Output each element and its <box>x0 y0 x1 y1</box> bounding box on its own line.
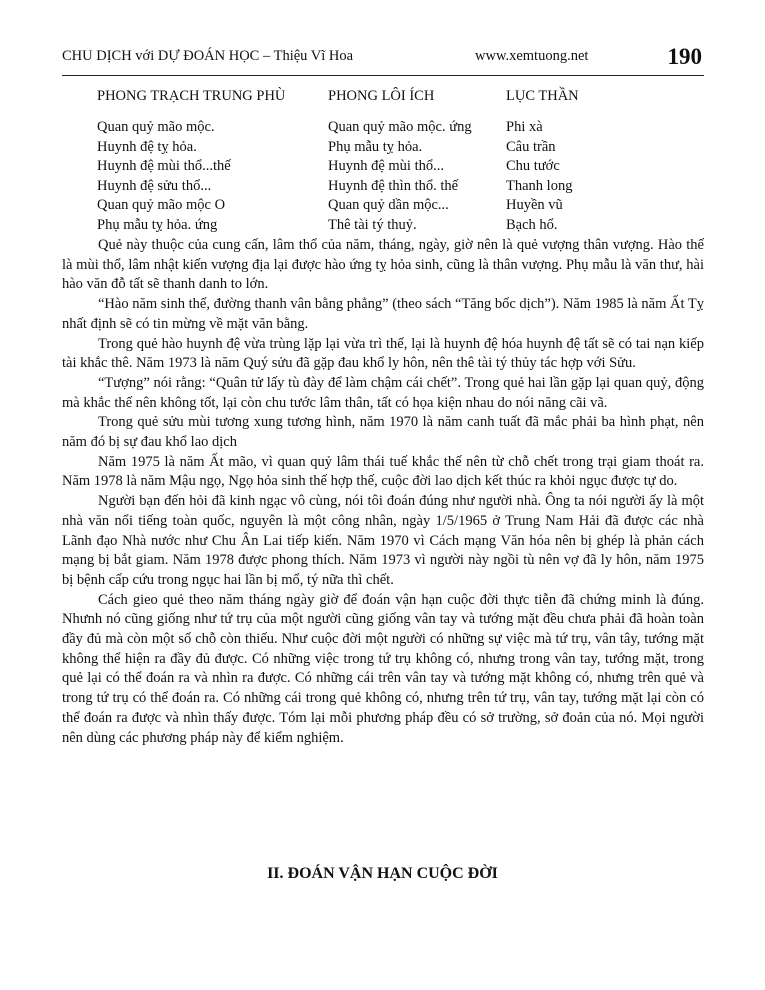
table-cell: Huynh đệ thìn thổ. thế <box>328 177 459 194</box>
table-column-ich <box>328 87 503 235</box>
paragraph: Trong quẻ sửu mùi tương xung tương hình, năm 1970 là năm canh tuất đã mắc phải ba hình phạt, nên năm đó bị sự đau khổ lao dịch <box>62 414 704 451</box>
section-heading: II. ĐOÁN VẬN HẠN CUỘC ĐỜI <box>267 865 498 882</box>
table-cell: Thê tài tý thuỷ. <box>328 216 417 233</box>
website-link[interactable]: www.xemtuong.net <box>475 48 589 64</box>
paragraph: “Tượng” nói rằng: “Quân tử lấy tù đày để làm chậm cái chết”. Trong quẻ hai lần gặp lại quan quỷ, động mà khắc thế nên không tốt, lại còn chu tước lâm thân, tất có họa kiện nhau do nói năng cãi vã. <box>62 374 704 411</box>
paragraph: Trong quẻ hào huynh đệ vừa trùng lặp lại vừa trì thế, lại là huynh đệ hóa huynh đệ tất sẽ có tai nạn kiếp tài khắc thê. Năm 1973 là năm Quý sửu đã gặp đau khổ ly hôn, nên thê tài tý thủy tác hợp với Sửu. <box>62 335 704 372</box>
table-cell: Huynh đệ sửu thổ... <box>97 177 212 194</box>
table-cell: Quan quỷ dần mộc... <box>328 197 449 213</box>
table-cell: Phi xà <box>506 119 543 135</box>
column-heading: PHONG TRẠCH TRUNG PHÙ <box>97 88 286 104</box>
paragraph: Cách gieo quẻ theo năm tháng ngày giờ để đoán vận hạn cuộc đời thực tiễn đã chứng minh là đúng. Nhưnh nó cũng giống như tứ trụ của một người cũng giống vân tay và tướng mặt đều chưa phải đã hoàn toàn đầy đủ mà còn một số chỗ còn thiếu. Như cuộc đời một người có những sự việc mà tứ trụ, vân tây, tướng mặt không thể hiện ra đầy đủ được. Có những việc trong tứ trụ không có, nhưng trong vân tay, tướng mặt, trong quẻ lại có thể đoán ra và nhìn ra được. Có những cái trên vân tay và tướng mặt không có, nhưng trên quẻ và trong tứ trụ có thể đoán ra. Có những cái trong quẻ không có, nhưng trên tứ trụ, vân tay, tướng mặt lại còn có thể đoán ra được và nhìn thấy được. Tóm lại mỗi phương pháp đều có sở trường, sở đoản của nó. Mọi người nên dùng các phương pháp này để kiểm nghiệm. <box>62 591 704 746</box>
table-cell: Phụ mẫu tỵ hỏa. ứng <box>97 216 218 233</box>
paragraph: Người bạn đến hỏi đã kinh ngạc vô cùng, nói tôi đoán đúng như người nhà. Ông ta nói người ấy là một nhà văn nổi tiếng toàn quốc, nguyên là một công nhân, ngày 1/5/1965 ở Trung Nam Hải đã được các nhà Lãnh đạo Nhà nước như Chu Ân Lai tiếp kiến. Năm 1970 vì Cách mạng Văn hóa nên bị ghép là phản cách mạng bị bắt giam. Năm 1978 được phong thích. Năm 1973 vì người này ngồi tù nên vợ đã ly hôn, năm 1975 bị bệnh cấp cứu trong ngục hai lần bị mổ, tý nữa thì chết. <box>62 493 704 588</box>
table-cell: Thanh long <box>506 177 573 194</box>
book-title: CHU DỊCH với DỰ ĐOÁN HỌC – Thiệu Vĩ Hoa <box>62 48 354 64</box>
table-cell: Quan quỷ mão mộc. ứng <box>328 119 472 135</box>
paragraph: Năm 1975 là năm Ất mão, vì quan quỷ lâm thái tuế khắc thế nên từ chỗ chết trong trại giam thoát ra. Năm 1978 là năm Mậu ngọ, Ngọ hỏa sinh thế hợp thế, cuộc đời lao dịch kết thúc ra khỏi ngục được tự do. <box>62 453 704 490</box>
table-cell: Chu tước <box>506 158 560 174</box>
page-number: 190 <box>667 44 702 69</box>
column-heading: LỤC THẦN <box>506 88 579 104</box>
table-cell: Bạch hổ. <box>506 216 558 233</box>
table-cell: Câu trần <box>506 138 556 155</box>
table-column-trung-phu <box>97 87 327 235</box>
header-divider <box>62 75 704 76</box>
table-cell: Huynh đệ mùi thổ...thế <box>97 158 231 174</box>
paragraph: Quẻ này thuộc của cung cấn, lâm thổ của năm, tháng, ngày, giờ nên là quẻ vượng thân vượng. Hào thế là mùi thổ, lâm nhật kiến vượng địa lại được hào ứng tỵ hỏa sinh, cũng là thân vượng. Phụ mẫu là văn thư, hài hào văn đỗ tất sẽ thanh danh to lớn. <box>62 237 704 293</box>
table-cell: Phụ mẫu tỵ hỏa. <box>328 138 423 155</box>
table-cell: Quan quỷ mão mộc O <box>97 197 226 213</box>
table-cell: Quan quỷ mão mộc. <box>97 119 215 135</box>
paragraph: “Hào năm sinh thế, đường thanh vân bằng phẳng” (theo sách “Tăng bốc dịch”). Năm 1985 là năm Ất Tỵ nhất định sẽ có tin mừng về mặt văn bằng. <box>62 296 704 332</box>
column-heading: PHONG LÔI ÍCH <box>328 88 435 104</box>
page-header <box>62 44 704 78</box>
body-text <box>62 236 704 748</box>
table-cell: Huyền vũ <box>506 197 563 213</box>
table-cell: Huynh đệ mùi thổ... <box>328 158 444 174</box>
table-column-luc-than <box>506 87 656 235</box>
table-cell: Huynh đệ tỵ hỏa. <box>97 138 197 155</box>
